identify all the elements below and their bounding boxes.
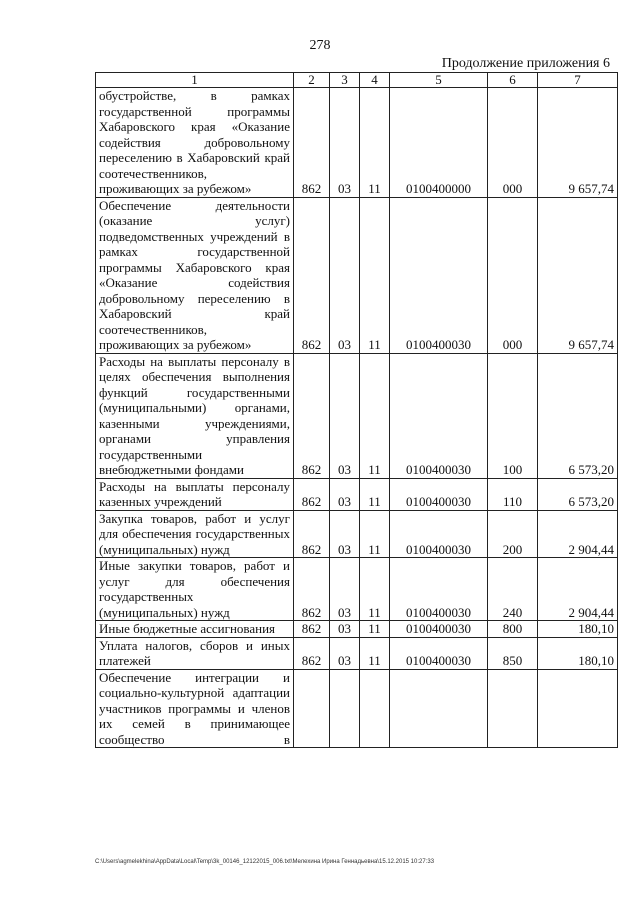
header-col-5: 5 xyxy=(390,73,488,88)
row-ministry-code: 862 xyxy=(294,353,330,478)
row-name: Уплата налогов, сборов и иных платежей xyxy=(96,637,294,669)
table-row xyxy=(96,669,618,748)
row-section-code: 03 xyxy=(330,637,360,669)
row-target-article: 0100400030 xyxy=(390,510,488,558)
row-amount: 9 657,74 xyxy=(538,197,618,353)
row-section-code xyxy=(330,669,360,748)
row-section-code: 03 xyxy=(330,510,360,558)
row-section-code: 03 xyxy=(330,197,360,353)
row-target-article: 0100400000 xyxy=(390,88,488,198)
header-col-6: 6 xyxy=(488,73,538,88)
header-row xyxy=(96,73,618,88)
table-row xyxy=(96,510,618,558)
table-row xyxy=(96,197,618,353)
row-ministry-code: 862 xyxy=(294,478,330,510)
row-target-article: 0100400030 xyxy=(390,621,488,638)
row-target-article: 0100400030 xyxy=(390,197,488,353)
row-subsection-code: 11 xyxy=(360,558,390,621)
row-amount: 180,10 xyxy=(538,621,618,638)
row-ministry-code: 862 xyxy=(294,621,330,638)
row-subsection-code: 11 xyxy=(360,197,390,353)
row-subsection-code: 11 xyxy=(360,478,390,510)
row-ministry-code: 862 xyxy=(294,197,330,353)
row-name: Иные бюджетные ассигнования xyxy=(96,621,294,638)
row-target-article: 0100400030 xyxy=(390,478,488,510)
row-expense-type: 200 xyxy=(488,510,538,558)
row-amount: 180,10 xyxy=(538,637,618,669)
header-col-2: 2 xyxy=(294,73,330,88)
row-expense-type: 110 xyxy=(488,478,538,510)
row-expense-type: 100 xyxy=(488,353,538,478)
row-amount: 9 657,74 xyxy=(538,88,618,198)
row-subsection-code: 11 xyxy=(360,621,390,638)
table-row xyxy=(96,637,618,669)
row-subsection-code: 11 xyxy=(360,88,390,198)
row-target-article: 0100400030 xyxy=(390,637,488,669)
row-amount xyxy=(538,669,618,748)
row-section-code: 03 xyxy=(330,558,360,621)
row-expense-type: 800 xyxy=(488,621,538,638)
row-ministry-code: 862 xyxy=(294,637,330,669)
row-section-code: 03 xyxy=(330,478,360,510)
row-ministry-code: 862 xyxy=(294,510,330,558)
table-row xyxy=(96,88,618,198)
row-ministry-code xyxy=(294,669,330,748)
row-amount: 6 573,20 xyxy=(538,353,618,478)
row-amount: 2 904,44 xyxy=(538,558,618,621)
row-name: Иные закупки товаров, работ и услуг для обеспечения государственных (муниципальных) нужд xyxy=(96,558,294,621)
row-ministry-code: 862 xyxy=(294,558,330,621)
row-target-article: 0100400030 xyxy=(390,353,488,478)
row-expense-type: 000 xyxy=(488,88,538,198)
row-name: Обеспечение интеграции и социально-культурной адаптации участников программы и членов их семей в принимающее сообщество в xyxy=(96,669,294,748)
table-row xyxy=(96,558,618,621)
row-target-article: 0100400030 xyxy=(390,558,488,621)
table-row xyxy=(96,621,618,638)
row-subsection-code: 11 xyxy=(360,510,390,558)
row-name: Расходы на выплаты персоналу казенных учреждений xyxy=(96,478,294,510)
row-expense-type xyxy=(488,669,538,748)
row-expense-type: 000 xyxy=(488,197,538,353)
budget-table xyxy=(95,72,618,748)
row-section-code: 03 xyxy=(330,621,360,638)
continuation-label: Продолжение приложения 6 xyxy=(441,56,610,71)
header-col-4: 4 xyxy=(360,73,390,88)
row-name: Закупка товаров, работ и услуг для обеспечения государственных (муниципальных) нужд xyxy=(96,510,294,558)
header-col-7: 7 xyxy=(538,73,618,88)
row-amount: 6 573,20 xyxy=(538,478,618,510)
row-name: Расходы на выплаты персоналу в целях обеспечения выполнения функций государственными (муниципальными) органами, казенными учреждениями, органами управления государственными внебюджетными фондами xyxy=(96,353,294,478)
page-number: 278 xyxy=(309,38,331,53)
row-name: обустройстве, в рамках государственной программы Хабаровского края «Оказание содействия добровольному переселению в Хабаровский край соотечественников, проживающих за рубежом» xyxy=(96,88,294,198)
table-row xyxy=(96,353,618,478)
header-col-3: 3 xyxy=(330,73,360,88)
row-name: Обеспечение деятельности (оказание услуг) подведомственных учреждений в рамках государственной программы Хабаровского края «Оказание содействия добровольному переселению в Хабаровский край соотечественников, проживающих за рубежом» xyxy=(96,197,294,353)
row-section-code: 03 xyxy=(330,353,360,478)
table-row xyxy=(96,478,618,510)
file-path-footer: C:\Users\agmelekhina\AppData\Local\Temp\3k_00146_12122015_006.txt\Мелехина Ирина Геннадьевна\15.12.2015 10:27:33 xyxy=(95,859,435,865)
row-subsection-code: 11 xyxy=(360,637,390,669)
row-target-article xyxy=(390,669,488,748)
row-amount: 2 904,44 xyxy=(538,510,618,558)
row-subsection-code: 11 xyxy=(360,353,390,478)
row-expense-type: 850 xyxy=(488,637,538,669)
row-expense-type: 240 xyxy=(488,558,538,621)
row-section-code: 03 xyxy=(330,88,360,198)
row-ministry-code: 862 xyxy=(294,88,330,198)
header-col-1: 1 xyxy=(96,73,294,88)
row-subsection-code xyxy=(360,669,390,748)
